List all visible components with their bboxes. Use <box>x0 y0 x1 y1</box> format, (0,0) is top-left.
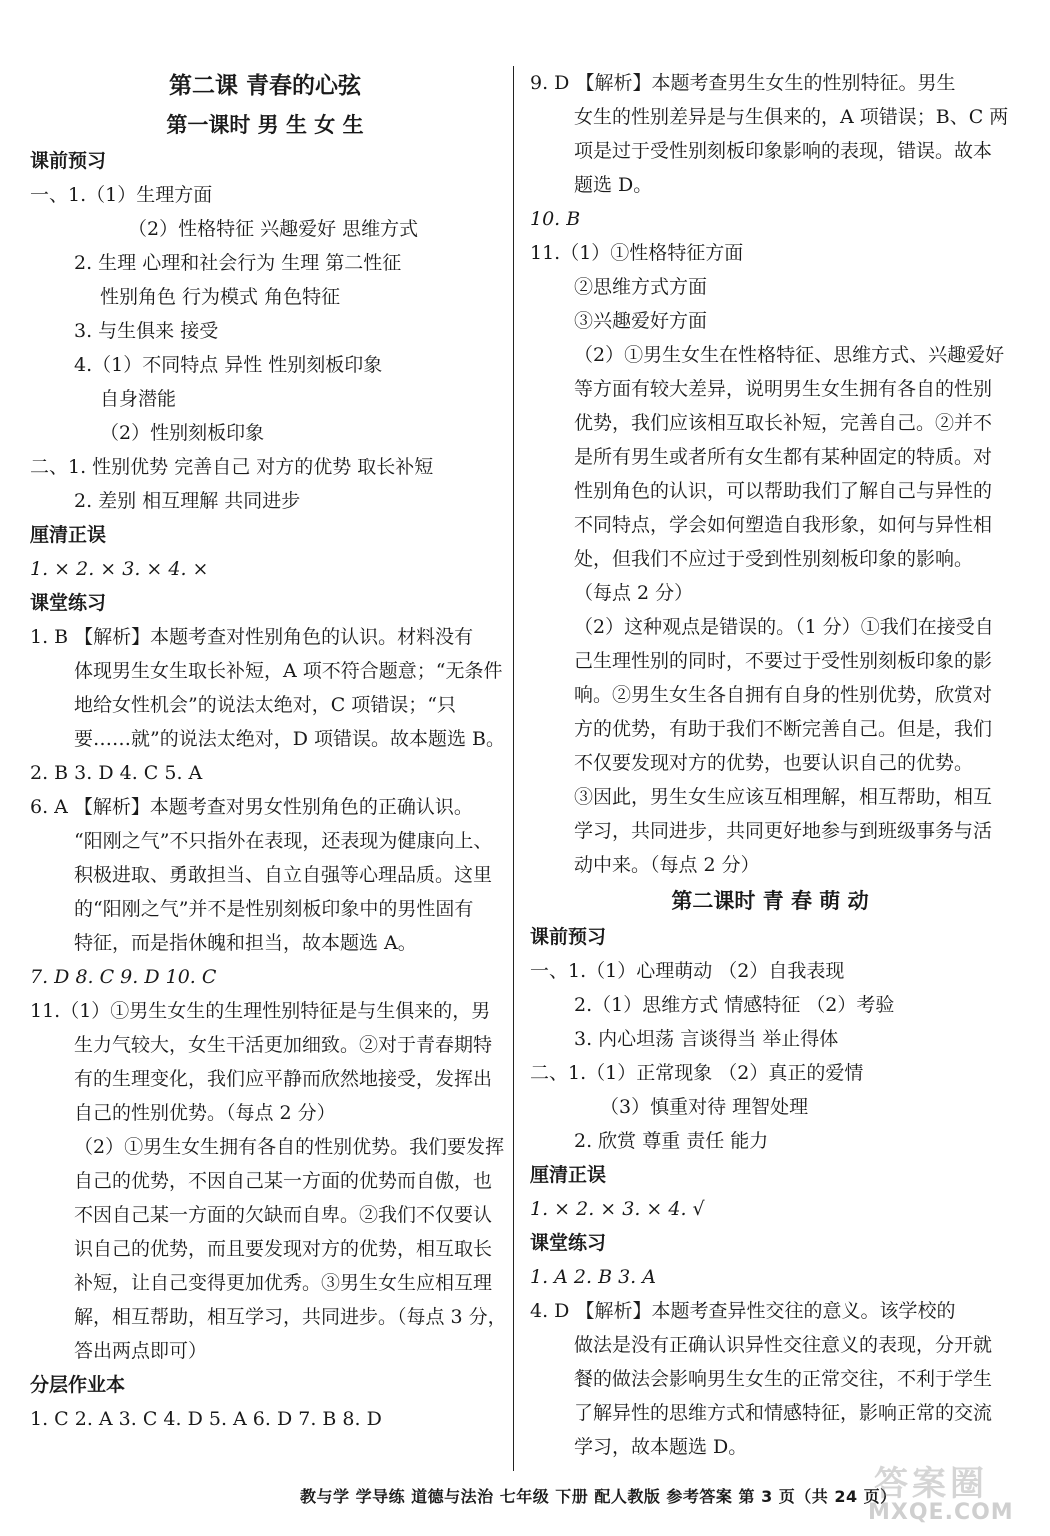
answer-line: （每点 2 分） <box>574 582 694 604</box>
answer-line: 处，但我们不应过于受到性别刻板印象的影响。 <box>574 548 974 570</box>
answer-line: 等方面有较大差异，说明男生女生拥有各自的性别 <box>574 378 993 400</box>
answer-line: 2. 生理 心理和社会行为 生理 第二性征 <box>74 252 402 274</box>
answer-line: 学习，故本题选 D。 <box>574 1436 748 1458</box>
answer-line: 响。②男生女生各自拥有自身的性别优势，欣赏对 <box>574 684 993 706</box>
answer-line: 1. A 2. B 3. A <box>530 1266 656 1288</box>
section-heading: 分层作业本 <box>30 1374 126 1396</box>
answer-line: 10. B <box>530 208 581 230</box>
section-heading: 课前预习 <box>30 150 107 172</box>
answer-line: 项是过于受性别刻板印象影响的表现，错误。故本 <box>574 140 993 162</box>
answer-line: 餐的做法会影响男生女生的正常交往，不利于学生 <box>574 1368 993 1390</box>
period-title-2: 第二课时 青 春 萌 动 <box>671 888 869 913</box>
answer-line: 4.（1）不同特点 异性 性别刻板印象 <box>74 354 383 376</box>
answer-line: 自己的性别优势。（每点 2 分） <box>74 1102 336 1124</box>
section-heading: 厘清正误 <box>30 524 107 546</box>
answer-line: 自身潜能 <box>100 388 177 410</box>
answer-line: 方的优势，有助于我们不断完善自己。但是，我们 <box>574 718 993 740</box>
answer-line: 2. B 3. D 4. C 5. A <box>30 762 203 784</box>
answer-line: 做法是没有正确认识异性交往意义的表现，分开就 <box>574 1334 993 1356</box>
answer-line: 3. 与生俱来 接受 <box>74 320 219 342</box>
answer-line: 识自己的优势，而且要发现对方的优势，相互取长 <box>74 1238 493 1260</box>
answer-line: 生力气较大，女生干活更加细致。②对于青春期特 <box>74 1034 493 1056</box>
answer-line: 性别角色的认识，可以帮助我们了解自己与异性的 <box>574 480 993 502</box>
answer-line: 2.（1）思维方式 情感特征 （2）考验 <box>574 994 895 1016</box>
answer-line: 9. D 【解析】本题考查男生女生的性别特征。男生 <box>530 72 956 94</box>
lesson-title: 第二课 青春的心弦 <box>168 72 361 99</box>
answer-line: （2）性格特征 兴趣爱好 思维方式 <box>128 218 419 240</box>
answer-line: ②思维方式方面 <box>574 276 708 298</box>
answer-line: 一、1.（1）心理萌动 （2）自我表现 <box>530 960 845 982</box>
answer-line: 动中来。（每点 2 分） <box>574 854 760 876</box>
answer-line: 己生理性别的同时，不要过于受性别刻板印象的影 <box>574 650 993 672</box>
answer-line: 1. B 【解析】本题考查对性别角色的认识。材料没有 <box>30 626 474 648</box>
answer-line: 优势，我们应该相互取长补短，完善自己。②并不 <box>574 412 993 434</box>
watermark-logo-text: 答案圈 <box>874 1464 988 1504</box>
answer-line: 6. A 【解析】本题考查对男女性别角色的正确认识。 <box>30 796 473 818</box>
answer-line: 不仅要发现对方的优势，也要认识自己的优势。 <box>574 752 974 774</box>
right-lines-bottom <box>530 920 1010 1464</box>
answer-line: 要……就”的说法太绝对，D 项错误。故本题选 B。 <box>74 728 505 750</box>
answer-line: 11.（1）①性格特征方面 <box>530 242 744 264</box>
watermark-logo <box>868 1456 1028 1528</box>
answer-line: 2. 欣赏 尊重 责任 能力 <box>574 1130 769 1152</box>
right-lines-top <box>530 66 1010 882</box>
answer-line: ③兴趣爱好方面 <box>574 310 708 332</box>
answer-line: 答出两点即可） <box>74 1340 208 1362</box>
answer-line: 7. D 8. C 9. D 10. C <box>30 966 217 988</box>
answer-line: 二、1.（1）正常现象 （2）真正的爱情 <box>530 1062 864 1084</box>
answer-line: 是所有男生或者所有女生都有某种固定的特质。对 <box>574 446 993 468</box>
answer-line: 不同特点，学会如何塑造自我形象，如何与异性相 <box>574 514 993 536</box>
answer-line: 有的生理变化，我们应平静而欣然地接受，发挥出 <box>74 1068 493 1090</box>
left-lines <box>30 144 507 1436</box>
answer-line: （2）①男生女生拥有各自的性别优势。我们要发挥 <box>74 1136 505 1158</box>
answer-line: 特征，而是指休魄和担当，故本题选 A。 <box>74 932 417 954</box>
left-column <box>30 66 507 1436</box>
section-heading: 课前预习 <box>530 926 607 948</box>
answer-line: 学习，共同进步，共同更好地参与到班级事务与活 <box>574 820 993 842</box>
answer-line: （3）慎重对待 理智处理 <box>600 1096 809 1118</box>
answer-line: 11.（1）①男生女生的生理性别特征是与生俱来的，男 <box>30 1000 491 1022</box>
answer-line: 了解异性的思维方式和情感特征，影响正常的交流 <box>574 1402 993 1424</box>
section-heading: 课堂练习 <box>30 592 107 614</box>
column-divider <box>513 66 514 1471</box>
answer-line: 一、1.（1）生理方面 <box>30 184 213 206</box>
answer-line: （2）性别刻板印象 <box>100 422 265 444</box>
answer-line: ③因此，男生女生应该互相理解，相互帮助，相互 <box>574 786 993 808</box>
answer-line: 自己的优势，不因自己某一方面的优势而自傲，也 <box>74 1170 493 1192</box>
answer-line: 二、1. 性别优势 完善自己 对方的优势 取长补短 <box>30 456 434 478</box>
period-title-1: 第一课时 男 生 女 生 <box>166 112 364 137</box>
answer-line: 女生的性别差异是与生俱来的，A 项错误；B、C 两 <box>574 106 1009 128</box>
answer-line: 性别角色 行为模式 角色特征 <box>100 286 341 308</box>
answer-line: 2. 差别 相互理解 共同进步 <box>74 490 301 512</box>
watermark-site: MXQE.COM <box>868 1500 1014 1525</box>
answer-line: 解，相互帮助，相互学习，共同进步。（每点 3 分， <box>74 1306 507 1328</box>
page-footer: 教与学 学导练 道德与法治 七年级 下册 配人教版 参考答案 第 3 页（共 24 页） <box>300 1487 897 1506</box>
answer-line: 1. × 2. × 3. × 4. × <box>30 558 209 580</box>
answer-line: 的“阳刚之气”并不是性别刻板印象中的男性固有 <box>74 898 474 920</box>
answer-line: 4. D 【解析】本题考查异性交往的意义。该学校的 <box>530 1300 956 1322</box>
answer-line: 补短，让自己变得更加优秀。③男生女生应相互理 <box>74 1272 493 1294</box>
section-heading: 厘清正误 <box>530 1164 607 1186</box>
answer-line: （2）这种观点是错误的。（1 分）①我们在接受自 <box>574 616 994 638</box>
answer-line: 地给女性机会”的说法太绝对，C 项错误；“只 <box>74 694 457 716</box>
section-heading: 课堂练习 <box>530 1232 607 1254</box>
answer-line: 题选 D。 <box>574 174 653 196</box>
answer-line: “阳刚之气”不只指外在表现，还表现为健康向上、 <box>74 830 493 852</box>
answer-line: 积极进取、勇敢担当、自立自强等心理品质。这里 <box>74 864 493 886</box>
answer-line: 3. 内心坦荡 言谈得当 举止得体 <box>574 1028 839 1050</box>
answer-line: （2）①男生女生在性格特征、思维方式、兴趣爱好 <box>574 344 1005 366</box>
right-column <box>530 66 1010 1464</box>
answer-line: 不因自己某一方面的欠缺而自卑。②我们不仅要认 <box>74 1204 493 1226</box>
answer-line: 1. C 2. A 3. C 4. D 5. A 6. D 7. B 8. D <box>30 1408 382 1430</box>
answer-line: 1. × 2. × 3. × 4. √ <box>530 1198 705 1220</box>
answer-line: 体现男生女生取长补短，A 项不符合题意；“无条件 <box>74 660 503 682</box>
